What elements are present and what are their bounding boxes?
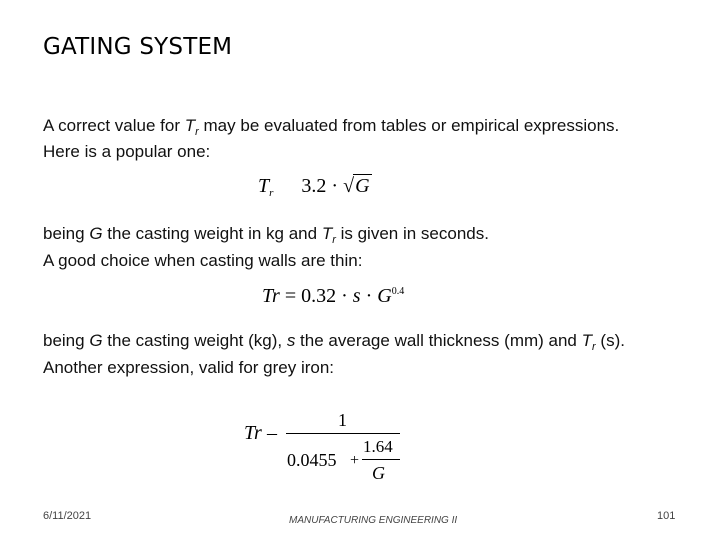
text-run: is given in seconds. — [335, 224, 489, 243]
text-run: A correct value for — [43, 116, 185, 135]
eq3-inner-fraction-bar — [362, 459, 400, 460]
subscript-r: r — [592, 341, 596, 353]
eq1-lhs: T — [258, 175, 270, 197]
variable-t: T — [321, 224, 333, 243]
paragraph-1-line-2: Here is a popular one: — [43, 142, 211, 161]
footer-page-number: 101 — [657, 510, 676, 522]
eq2-g: G — [377, 285, 392, 307]
variable-t: T — [581, 331, 593, 350]
eq3-numerator: 1 — [338, 410, 347, 430]
variable-t: T — [184, 116, 196, 135]
paragraph-2-line-1 — [43, 224, 489, 250]
text-run: being — [43, 224, 90, 243]
eq3-fraction-bar — [286, 433, 400, 434]
subscript-r: r — [332, 234, 336, 246]
eq3-inner-denominator: G — [372, 463, 385, 483]
variable-g: G — [89, 331, 103, 350]
eq2-lhs: Tr — [262, 285, 280, 307]
eq2-dot: · — [360, 285, 378, 307]
text-run: the casting weight (kg), — [102, 331, 287, 350]
equation-1 — [258, 174, 372, 199]
footer-course-name: MANUFACTURING ENGINEERING II — [289, 515, 458, 526]
paragraph-3-line-1 — [43, 331, 625, 357]
eq1-coef: 3.2 · — [301, 175, 344, 197]
sqrt-symbol: √ — [343, 175, 355, 197]
eq2-rhs-coef: = 0.32 · — [279, 285, 353, 307]
text-run: the average wall thickness (mm) and — [295, 331, 582, 350]
text-run: (s). — [595, 331, 625, 350]
eq1-var: G — [355, 175, 370, 197]
text-run: may be evaluated from tables or empirical expressions. — [198, 116, 620, 135]
text-run: the casting weight in kg and — [102, 224, 322, 243]
eq3-inner-numerator: 1.64 — [363, 437, 393, 456]
text-run: being — [43, 331, 90, 350]
subscript-r: r — [195, 126, 199, 138]
slide-title: GATING SYSTEM — [43, 34, 233, 60]
equation-2 — [262, 285, 404, 308]
paragraph-3-line-2: Another expression, valid for grey iron: — [43, 358, 335, 377]
eq2-exponent: 0.4 — [391, 286, 405, 297]
variable-s: s — [286, 331, 296, 350]
paragraph-1-line-1 — [43, 116, 619, 142]
eq3-denominator-constant: 0.0455 — [287, 450, 337, 470]
eq3-plus: + — [350, 452, 360, 469]
footer-date: 6/11/2021 — [43, 510, 92, 522]
eq1-lhs-sub: r — [269, 187, 274, 199]
eq2-s: s — [352, 285, 361, 307]
variable-g: G — [89, 224, 103, 243]
eq3-lhs: Tr — [244, 422, 262, 444]
eq3-equals: – — [267, 422, 277, 444]
paragraph-2-line-2: A good choice when casting walls are thin: — [43, 251, 363, 270]
